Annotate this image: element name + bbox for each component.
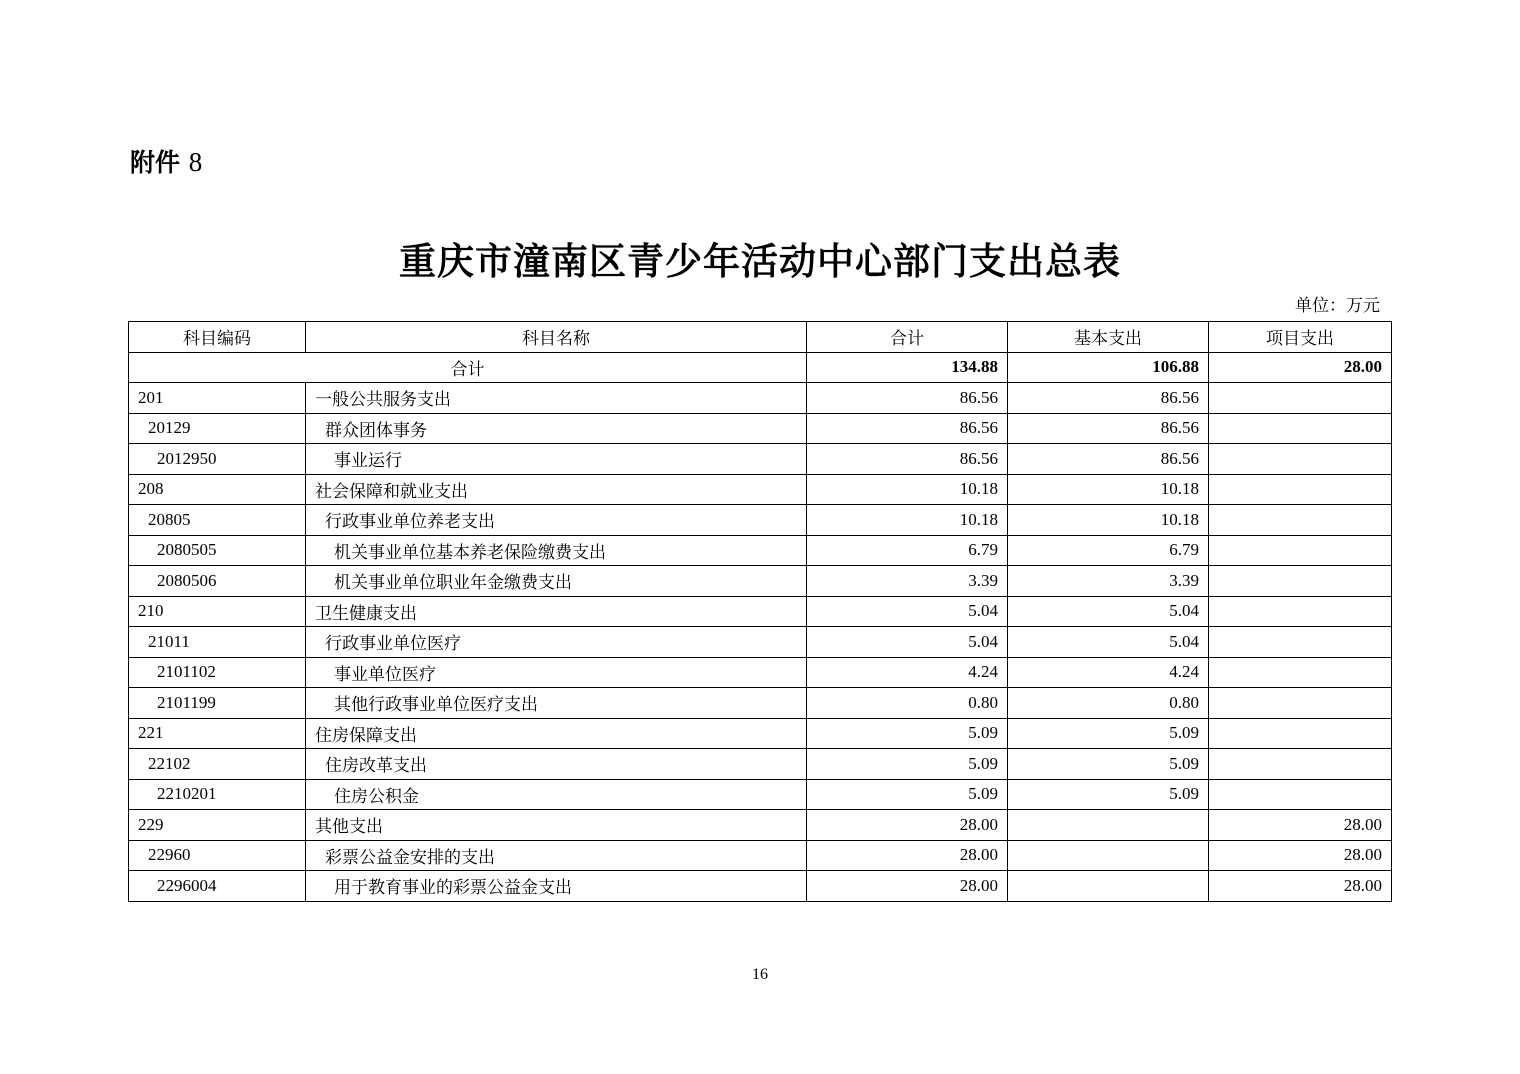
row-code: 2101199: [129, 688, 306, 719]
row-total: 86.56: [807, 383, 1008, 414]
row-code: 2210201: [129, 779, 306, 810]
row-code: 2012950: [129, 444, 306, 475]
row-total: 86.56: [807, 444, 1008, 475]
table-row: [129, 413, 1392, 444]
table-row: [129, 840, 1392, 871]
row-code: 229: [129, 810, 306, 841]
table-row: [129, 535, 1392, 566]
row-total: 28.00: [807, 840, 1008, 871]
table-row: [129, 779, 1392, 810]
row-code: 20129: [129, 413, 306, 444]
row-project: [1209, 383, 1392, 414]
row-basic: 86.56: [1008, 413, 1209, 444]
row-project: 28.00: [1209, 810, 1392, 841]
table-row: [129, 444, 1392, 475]
row-project: [1209, 474, 1392, 505]
table-row: [129, 657, 1392, 688]
row-name: 其他行政事业单位医疗支出: [306, 688, 807, 719]
row-total: 5.09: [807, 779, 1008, 810]
row-basic: 5.09: [1008, 779, 1209, 810]
row-total: 10.18: [807, 505, 1008, 536]
row-basic: 5.04: [1008, 627, 1209, 658]
row-name: 其他支出: [306, 810, 807, 841]
row-basic: 10.18: [1008, 505, 1209, 536]
table-row: [129, 383, 1392, 414]
header-project: 项目支出: [1209, 322, 1392, 353]
attachment-label: [130, 145, 202, 180]
row-total: 5.04: [807, 627, 1008, 658]
row-basic: 3.39: [1008, 566, 1209, 597]
total-label: 合计: [129, 352, 807, 383]
header-basic: 基本支出: [1008, 322, 1209, 353]
row-project: 28.00: [1209, 840, 1392, 871]
row-total: 28.00: [807, 810, 1008, 841]
attachment-number: 8: [188, 147, 203, 177]
row-code: 221: [129, 718, 306, 749]
row-total: 0.80: [807, 688, 1008, 719]
row-total: 3.39: [807, 566, 1008, 597]
row-basic: [1008, 810, 1209, 841]
row-basic: 10.18: [1008, 474, 1209, 505]
total-basic: 106.88: [1008, 352, 1209, 383]
row-name: 卫生健康支出: [306, 596, 807, 627]
row-code: 210: [129, 596, 306, 627]
row-basic: 86.56: [1008, 444, 1209, 475]
row-name: 住房保障支出: [306, 718, 807, 749]
row-total: 28.00: [807, 871, 1008, 902]
row-name: 住房改革支出: [306, 749, 807, 780]
row-name: 行政事业单位养老支出: [306, 505, 807, 536]
row-name: 一般公共服务支出: [306, 383, 807, 414]
row-basic: 5.09: [1008, 718, 1209, 749]
header-row: [129, 322, 1392, 353]
row-basic: 6.79: [1008, 535, 1209, 566]
row-project: [1209, 779, 1392, 810]
row-code: 2080506: [129, 566, 306, 597]
page-number: 16: [752, 966, 768, 983]
row-name: 住房公积金: [306, 779, 807, 810]
table-row: [129, 505, 1392, 536]
row-name: 机关事业单位职业年金缴费支出: [306, 566, 807, 597]
row-project: [1209, 566, 1392, 597]
row-name: 用于教育事业的彩票公益金支出: [306, 871, 807, 902]
row-name: 群众团体事务: [306, 413, 807, 444]
row-project: [1209, 627, 1392, 658]
row-code: 2296004: [129, 871, 306, 902]
row-total: 5.09: [807, 749, 1008, 780]
row-basic: [1008, 871, 1209, 902]
total-sum: 134.88: [807, 352, 1008, 383]
attachment-text: 附件: [130, 148, 181, 177]
row-project: [1209, 535, 1392, 566]
row-project: [1209, 718, 1392, 749]
row-name: 彩票公益金安排的支出: [306, 840, 807, 871]
row-name: 机关事业单位基本养老保险缴费支出: [306, 535, 807, 566]
row-total: 5.04: [807, 596, 1008, 627]
row-code: 21011: [129, 627, 306, 658]
table-row: [129, 474, 1392, 505]
row-total: 86.56: [807, 413, 1008, 444]
row-name: 事业运行: [306, 444, 807, 475]
table-row: [129, 596, 1392, 627]
row-total: 5.09: [807, 718, 1008, 749]
row-name: 行政事业单位医疗: [306, 627, 807, 658]
header-code: 科目编码: [129, 322, 306, 353]
row-basic: 5.04: [1008, 596, 1209, 627]
row-basic: 0.80: [1008, 688, 1209, 719]
total-project: 28.00: [1209, 352, 1392, 383]
row-project: [1209, 413, 1392, 444]
table-row: [129, 718, 1392, 749]
row-code: 20805: [129, 505, 306, 536]
row-code: 22102: [129, 749, 306, 780]
row-project: [1209, 596, 1392, 627]
row-basic: 86.56: [1008, 383, 1209, 414]
row-total: 10.18: [807, 474, 1008, 505]
row-name: 事业单位医疗: [306, 657, 807, 688]
row-total: 4.24: [807, 657, 1008, 688]
row-project: [1209, 444, 1392, 475]
row-name: 社会保障和就业支出: [306, 474, 807, 505]
expenditure-table: [128, 321, 1392, 902]
table-row: [129, 566, 1392, 597]
row-project: [1209, 657, 1392, 688]
page-title: 重庆市潼南区青少年活动中心部门支出总表: [399, 240, 1121, 283]
row-code: 2101102: [129, 657, 306, 688]
table-row: [129, 810, 1392, 841]
row-code: 201: [129, 383, 306, 414]
row-code: 22960: [129, 840, 306, 871]
row-project: 28.00: [1209, 871, 1392, 902]
row-code: 2080505: [129, 535, 306, 566]
table-row: [129, 871, 1392, 902]
row-basic: 4.24: [1008, 657, 1209, 688]
row-basic: 5.09: [1008, 749, 1209, 780]
row-project: [1209, 749, 1392, 780]
row-code: 208: [129, 474, 306, 505]
row-basic: [1008, 840, 1209, 871]
table-row: [129, 688, 1392, 719]
header-total: 合计: [807, 322, 1008, 353]
total-row: [129, 352, 1392, 383]
table-row: [129, 627, 1392, 658]
row-project: [1209, 688, 1392, 719]
unit-label: 单位：万元: [1295, 296, 1380, 316]
header-name: 科目名称: [306, 322, 807, 353]
row-project: [1209, 505, 1392, 536]
table-row: [129, 749, 1392, 780]
row-total: 6.79: [807, 535, 1008, 566]
